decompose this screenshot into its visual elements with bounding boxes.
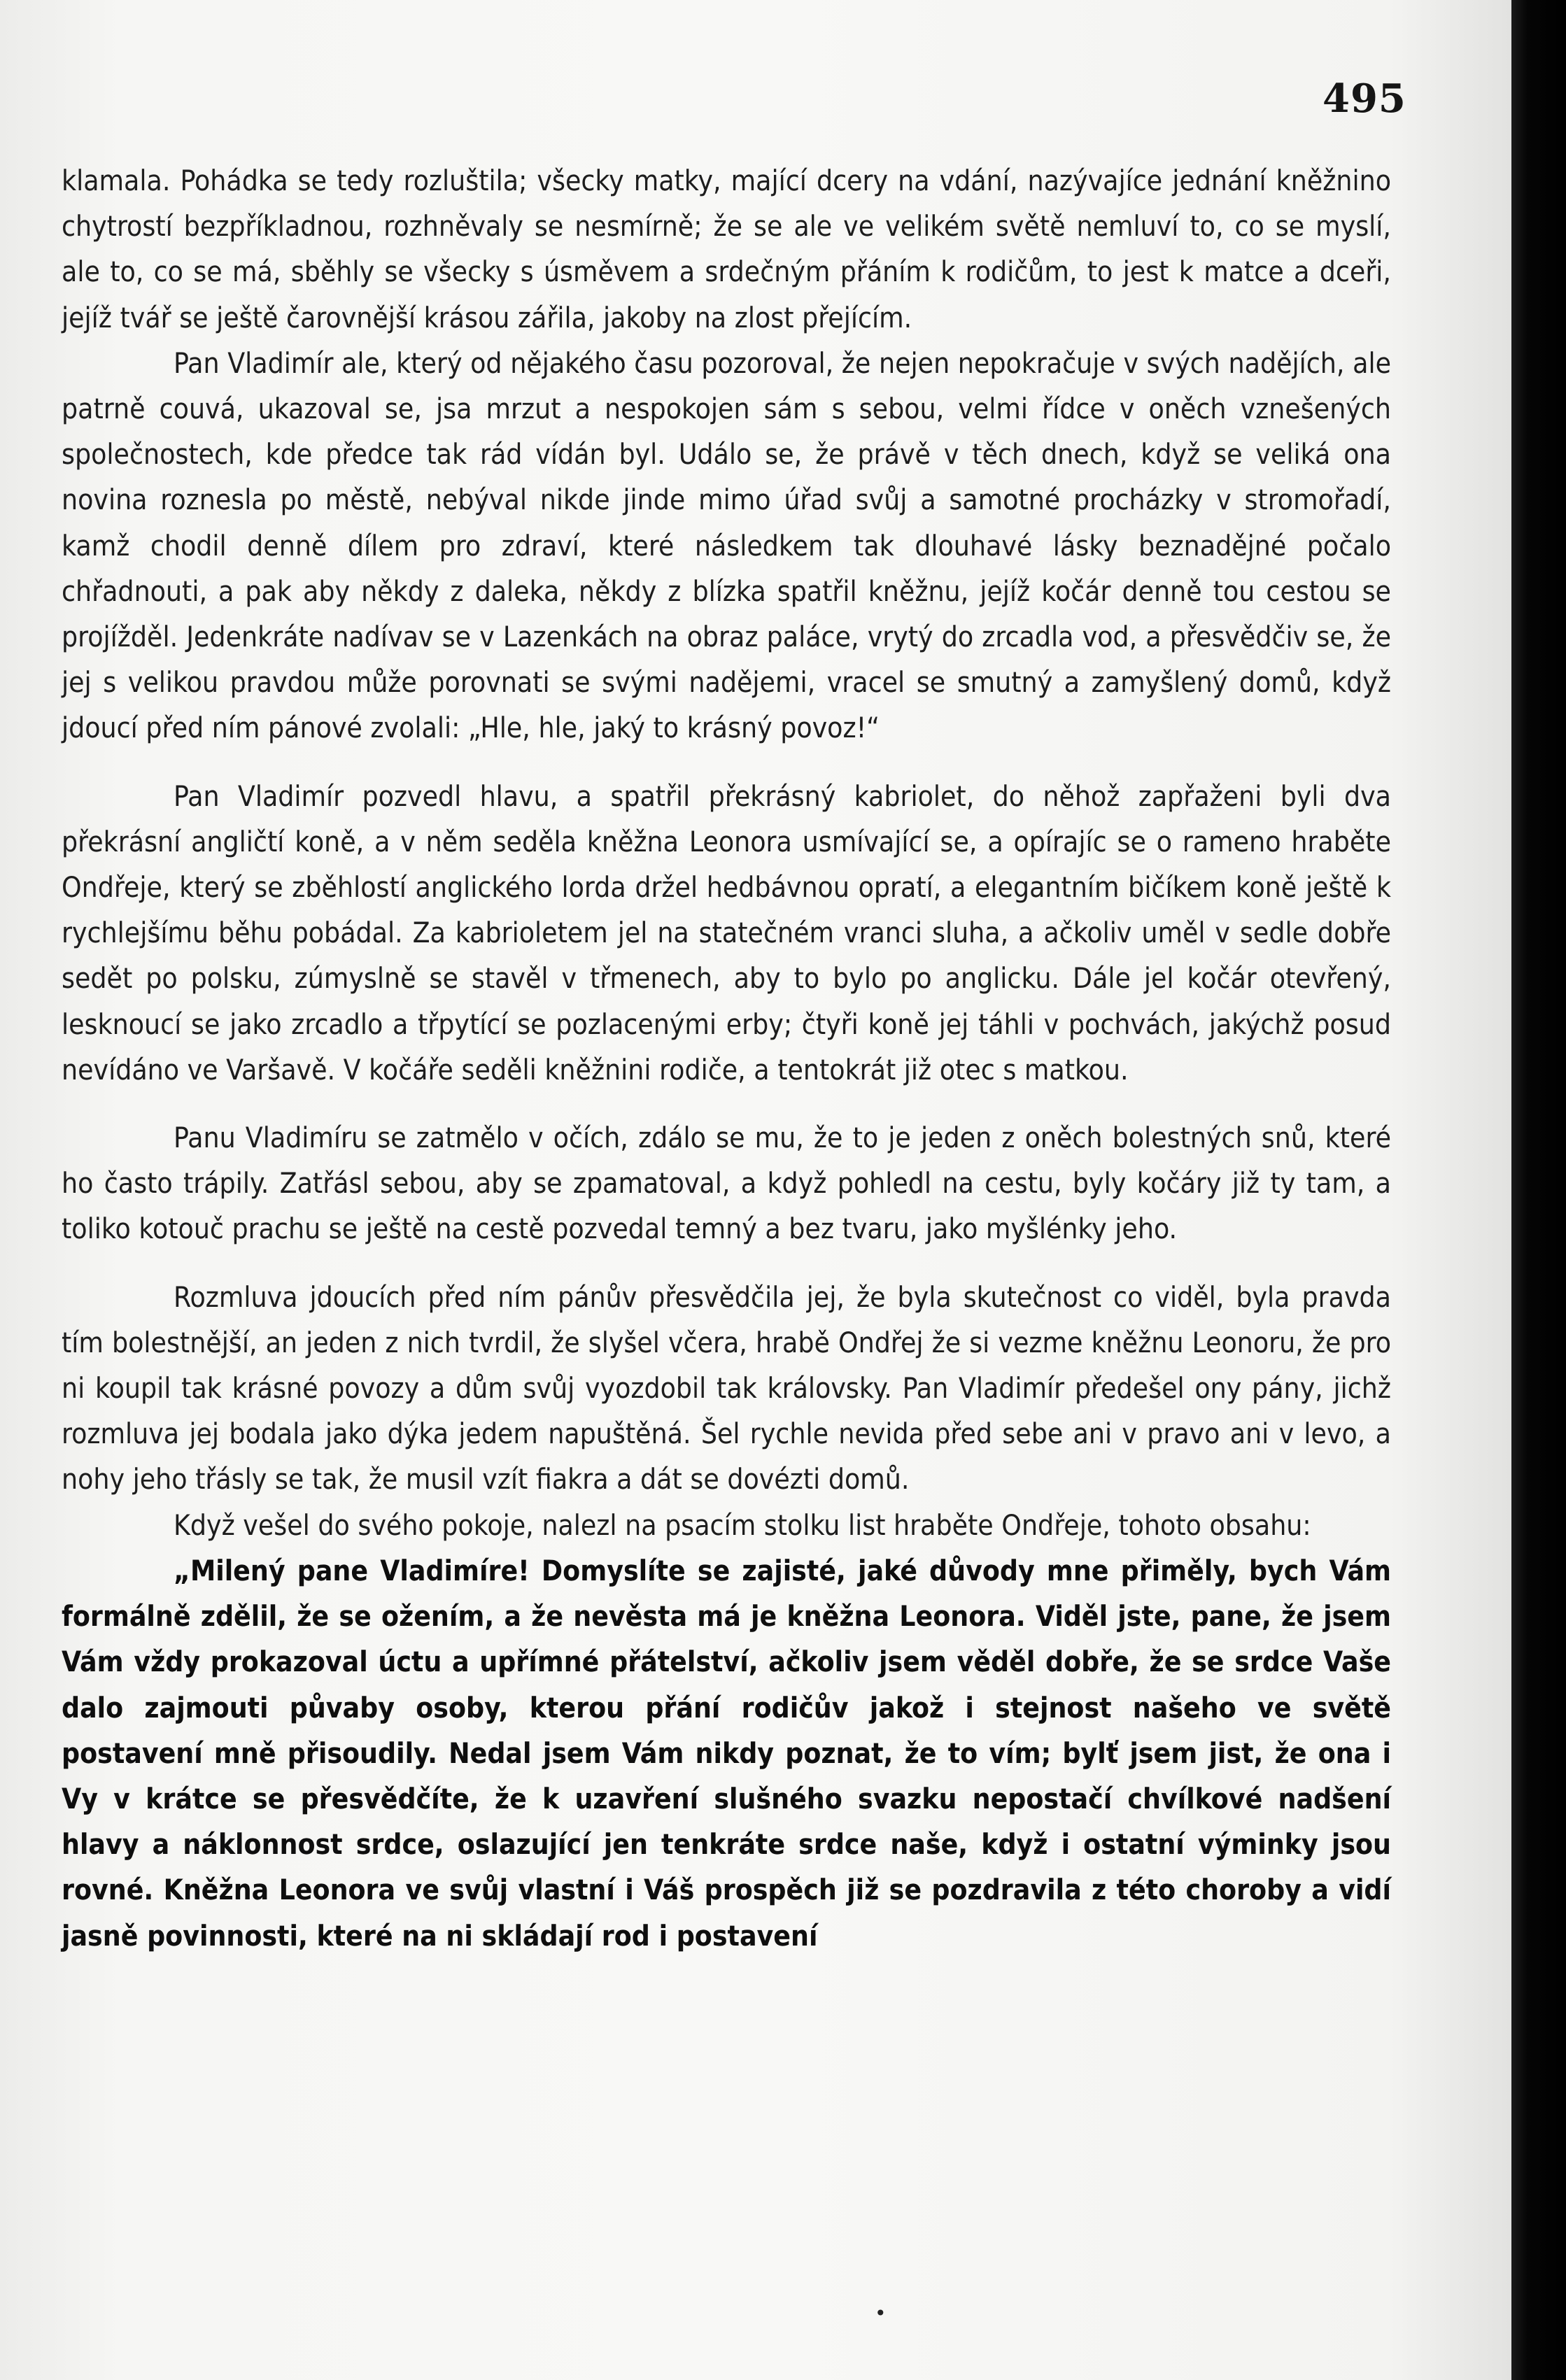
paragraph-2: Pan Vladimír ale, který od nějakého času pozoroval, že nejen nepokračuje v svých nadějích, ale patrně couvá, ukazoval se, jsa mrzut a nespokojen sám s sebou, velmi řídce v oněch vznešených společnostech, kde předce tak rád vídán byl. Událo se, že právě v těch dnech, když se veliká ona novina roznesla po městě, nebýval nikde jinde mimo úřad svůj a samotné procházky v stromořadí, kamž chodil denně dílem pro zdraví, které následkem tak dlouhavé lásky beznadějné počalo chřadnouti, a pak aby někdy z daleka, někdy z blízka spatřil kněžnu, jejíž kočár denně tou cestou se projížděl. Jedenkráte nadívav se v Lazenkách na obraz paláce, vrytý do zrcadla vod, a přesvědčiv se, že jej s velikou pravdou může porovnati se svými nadějemi, vracel se smutný a zamyšlený domů, když jdoucí před ním pánové zvolali: „Hle, hle, jaký to krásný povoz!“ bbox=[62, 346, 1391, 745]
paragraph-1: klamala. Pohádka se tedy rozluštila; všecky matky, mající dcery na vdání, nazývajíce jednání kněžnino chytrostí bezpříkladnou, rozhněvaly se nesmírně; že se ale ve velikém světě nemluví to, co se myslí, ale to, co se má, sběhly se všecky s úsměvem a srdečným přáním k rodičům, to jest k matce a dceři, jejíž tvář se ještě čarovnější krásou zářila, jakoby na zlost přejícím. bbox=[62, 164, 1391, 334]
paragraph-3: Pan Vladimír pozvedl hlavu, a spatřil překrásný kabriolet, do něhož zapřaženi byli dva překrásní angličtí koně, a v něm seděla kněžna Leonora usmívající se, a opírajíc se o rameno hraběte Ondřeje, který se zběhlostí anglického lorda držel hedbávnou opratí, a elegantním bičíkem koně ještě k rychlejšímu běhu pobádal. Za kabrioletem jel na statečném vranci sluha, a ačkoliv uměl v sedle dobře sedět po polsku, zúmyslně se stavěl v třmenech, aby to bylo po anglicku. Dále jel kočár otevřený, lesknoucí se jako zrcadlo a třpytící se pozlacenými erby; čtyři koně jej táhli v pochvách, jakýchž posud nevídáno ve Varšavě. V kočáře seděli kněžnini rodiče, a tentokrát již otec s matkou. bbox=[62, 779, 1391, 1086]
body-text bbox=[62, 158, 1391, 1959]
scan-edge bbox=[1511, 0, 1566, 2380]
page-number: 495 bbox=[1322, 76, 1406, 122]
paragraph-4: Panu Vladimíru se zatmělo v očích, zdálo se mu, že to je jeden z oněch bolestných snů, které ho často trápily. Zatřásl sebou, aby se zpamatoval, a když pohledl na cestu, byly kočáry již ty tam, a toliko kotouč prachu se ještě na cestě pozvedal temný a bez tvaru, jako myšlénky jeho. bbox=[62, 1121, 1391, 1246]
paragraph-5: Rozmluva jdoucích před ním pánův přesvědčila jej, že byla skutečnost co viděl, byla pravda tím bolestnější, an jeden z nich tvrdil, že slyšel včera, hrabě Ondřej že si vezme kněžnu Leonoru, že pro ni koupil tak krásné povozy a dům svůj vyozdobil tak královsky. Pan Vladimír předešel ony pány, jichž rozmluva jej bodala jako dýka jedem napuštěná. Šel rychle nevida před sebe ani v pravo ani v levo, a nohy jeho třásly se tak, že musil vzít fiakra a dát se dovézti domů. bbox=[62, 1280, 1391, 1496]
letter-paragraph: „Milený pane Vladimíre! Domyslíte se zajisté, jaké důvody mne přiměly, bych Vám formálně zdělil, že se ožením, a že nevěsta má je kněžna Leonora. Viděl jste, pane, že jsem Vám vždy prokazoval úctu a upřímné přátelství, ačkoliv jsem věděl dobře, že se srdce Vaše dalo zajmouti půvaby osoby, kterou přání rodičův jakož i stejnost našeho ve světě postavení mně přisoudily. Nedal jsem Vám nikdy poznat, že to vím; bylť jsem jist, že ona i Vy v krátce se přesvědčíte, že k uzavření slušného svazku nepostačí chvílkové nadšení hlavy a náklonnost srdce, oslazující jen tenkráte srdce naše, když i ostatní výminky jsou rovné. Kněžna Leonora ve svůj vlastní i Váš prospěch již se pozdravila z této choroby a vidí jasně povinnosti, které na ni skládají rod i postavení bbox=[62, 1553, 1391, 1953]
footer-mark: • bbox=[875, 2302, 887, 2325]
paragraph-6: Když vešel do svého pokoje, nalezl na psacím stolku list hraběte Ondřeje, tohoto obsahu: bbox=[174, 1508, 1311, 1542]
